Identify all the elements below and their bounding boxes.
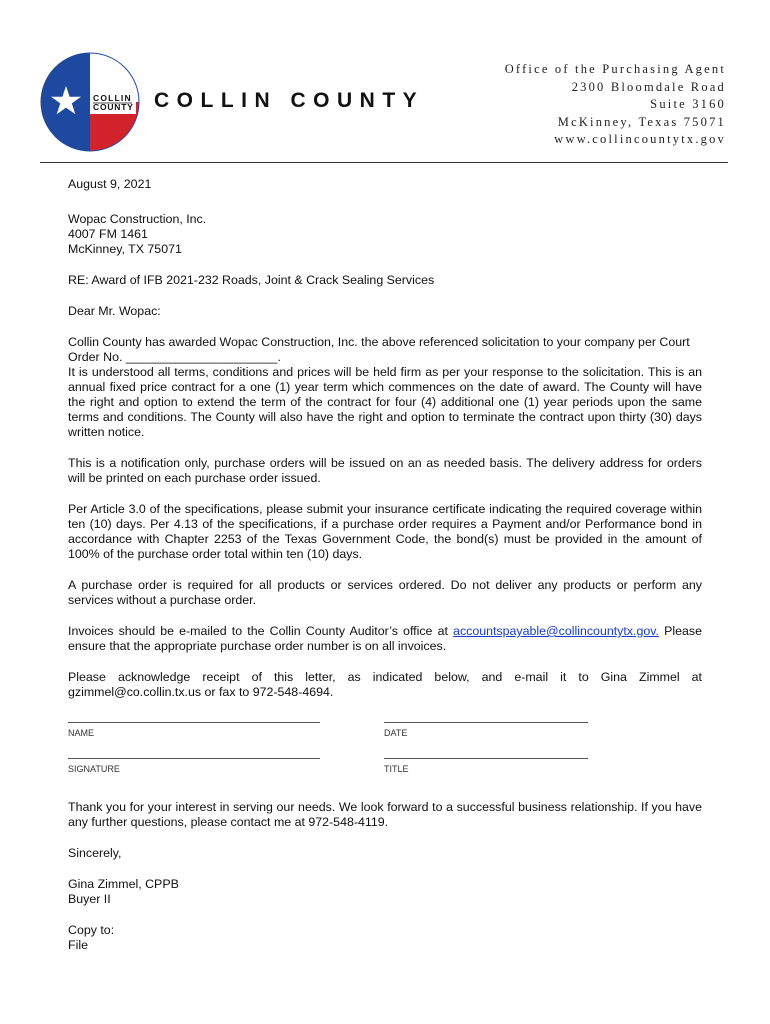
signature-row-2 — [68, 758, 702, 794]
salutation: Dear Mr. Wopac: — [68, 304, 161, 318]
copy-label: Copy to: — [68, 923, 115, 937]
recipient-line: McKinney, TX 75071 — [68, 242, 182, 256]
office-line: Office of the Purchasing Agent — [504, 62, 726, 76]
date-label: DATE — [384, 728, 408, 738]
signer-name: Gina Zimmel, CPPB — [68, 877, 179, 891]
paragraph-purchase-order: A purchase order is required for all products or services ordered. Do not deliver any products or perform any services without a purchase order. — [68, 578, 702, 607]
copy-value: File — [68, 938, 88, 952]
invoices-text: Invoices should be e-mailed to the Collin County Auditor’s office at — [68, 624, 454, 638]
paragraph-award — [68, 335, 702, 440]
signature-label: SIGNATURE — [68, 764, 120, 774]
logo-text-1: COLLIN — [93, 93, 132, 103]
signer-title: Buyer II — [68, 892, 111, 906]
letter-date: August 9, 2021 — [68, 177, 152, 191]
county-name: COLLIN COUNTY — [154, 89, 425, 112]
office-website: www.collincountytx.gov — [554, 132, 726, 146]
date-line — [384, 722, 588, 723]
paragraph-award-line1: Collin County has awarded Wopac Construction, Inc. the above referenced solicitation to your company per Court — [68, 335, 690, 349]
accounts-payable-email-link[interactable]: accountspayable@collincountytx.gov. — [453, 624, 659, 638]
title-line — [384, 758, 588, 759]
header-divider — [40, 162, 728, 163]
paragraph-insurance: Per Article 3.0 of the specifications, please submit your insurance certificate indicating the required coverage within ten (10) days. Per 4.13 of the specifications, if a purchase order requires a Payment and/or Performance bond in accordance with Chapter 2253 of the Texas Government Code, the bond(s) must be provided in the amount of 100% of the purchase order total within ten (10) days. — [68, 502, 702, 561]
signature-line — [68, 758, 320, 759]
paragraph-thank-you: Thank you for your interest in serving our needs. We look forward to a successful business relationship. If you have any further questions, please contact me at 972-548-4119. — [68, 800, 702, 829]
signature-row-1 — [68, 722, 702, 758]
paragraph-award-terms: It is understood all terms, conditions and prices will be held firm as per your response to the solicitation. This is an annual fixed price contract for a one (1) year term which commences on the date of award. The County will have the right and option to extend the term of the contract for four (4) additional one (1) year periods upon the same terms and conditions. The County will also have the right and option to terminate the contract upon thirty (30) days written notice. — [68, 365, 702, 439]
office-line: Suite 3160 — [650, 97, 726, 111]
title-label: TITLE — [384, 764, 409, 774]
name-label: NAME — [68, 728, 95, 738]
letter-body — [68, 177, 702, 953]
recipient-line: 4007 FM 1461 — [68, 227, 148, 241]
closing: Sincerely, — [68, 846, 122, 860]
invoices-text-end: Please ensure that the appropriate purchase order number is on all invoices. — [68, 624, 702, 653]
office-address — [505, 61, 726, 149]
recipient-line: Wopac Construction, Inc. — [68, 212, 207, 226]
name-line — [68, 722, 320, 723]
paragraph-acknowledge: Please acknowledge receipt of this letter, as indicated below, and e-mail it to Gina Zimmel at gzimmel@co.collin.tx.us or fax to 972-548-4694. — [68, 670, 702, 699]
re-line: RE: Award of IFB 2021-232 Roads, Joint & Crack Sealing Services — [68, 273, 435, 287]
paragraph-notification: This is a notification only, purchase orders will be issued on an as needed basis. The delivery address for orders will be printed on each purchase order issued. — [68, 456, 702, 485]
logo-text-2: COUNTY — [93, 102, 134, 112]
collin-county-logo — [40, 52, 140, 152]
paragraph-invoices — [68, 624, 702, 654]
paragraph-award-line2: Order No. ______________________. — [68, 350, 281, 364]
office-line: McKinney, Texas 75071 — [557, 114, 726, 129]
office-line: 2300 Bloomdale Road — [571, 79, 726, 94]
